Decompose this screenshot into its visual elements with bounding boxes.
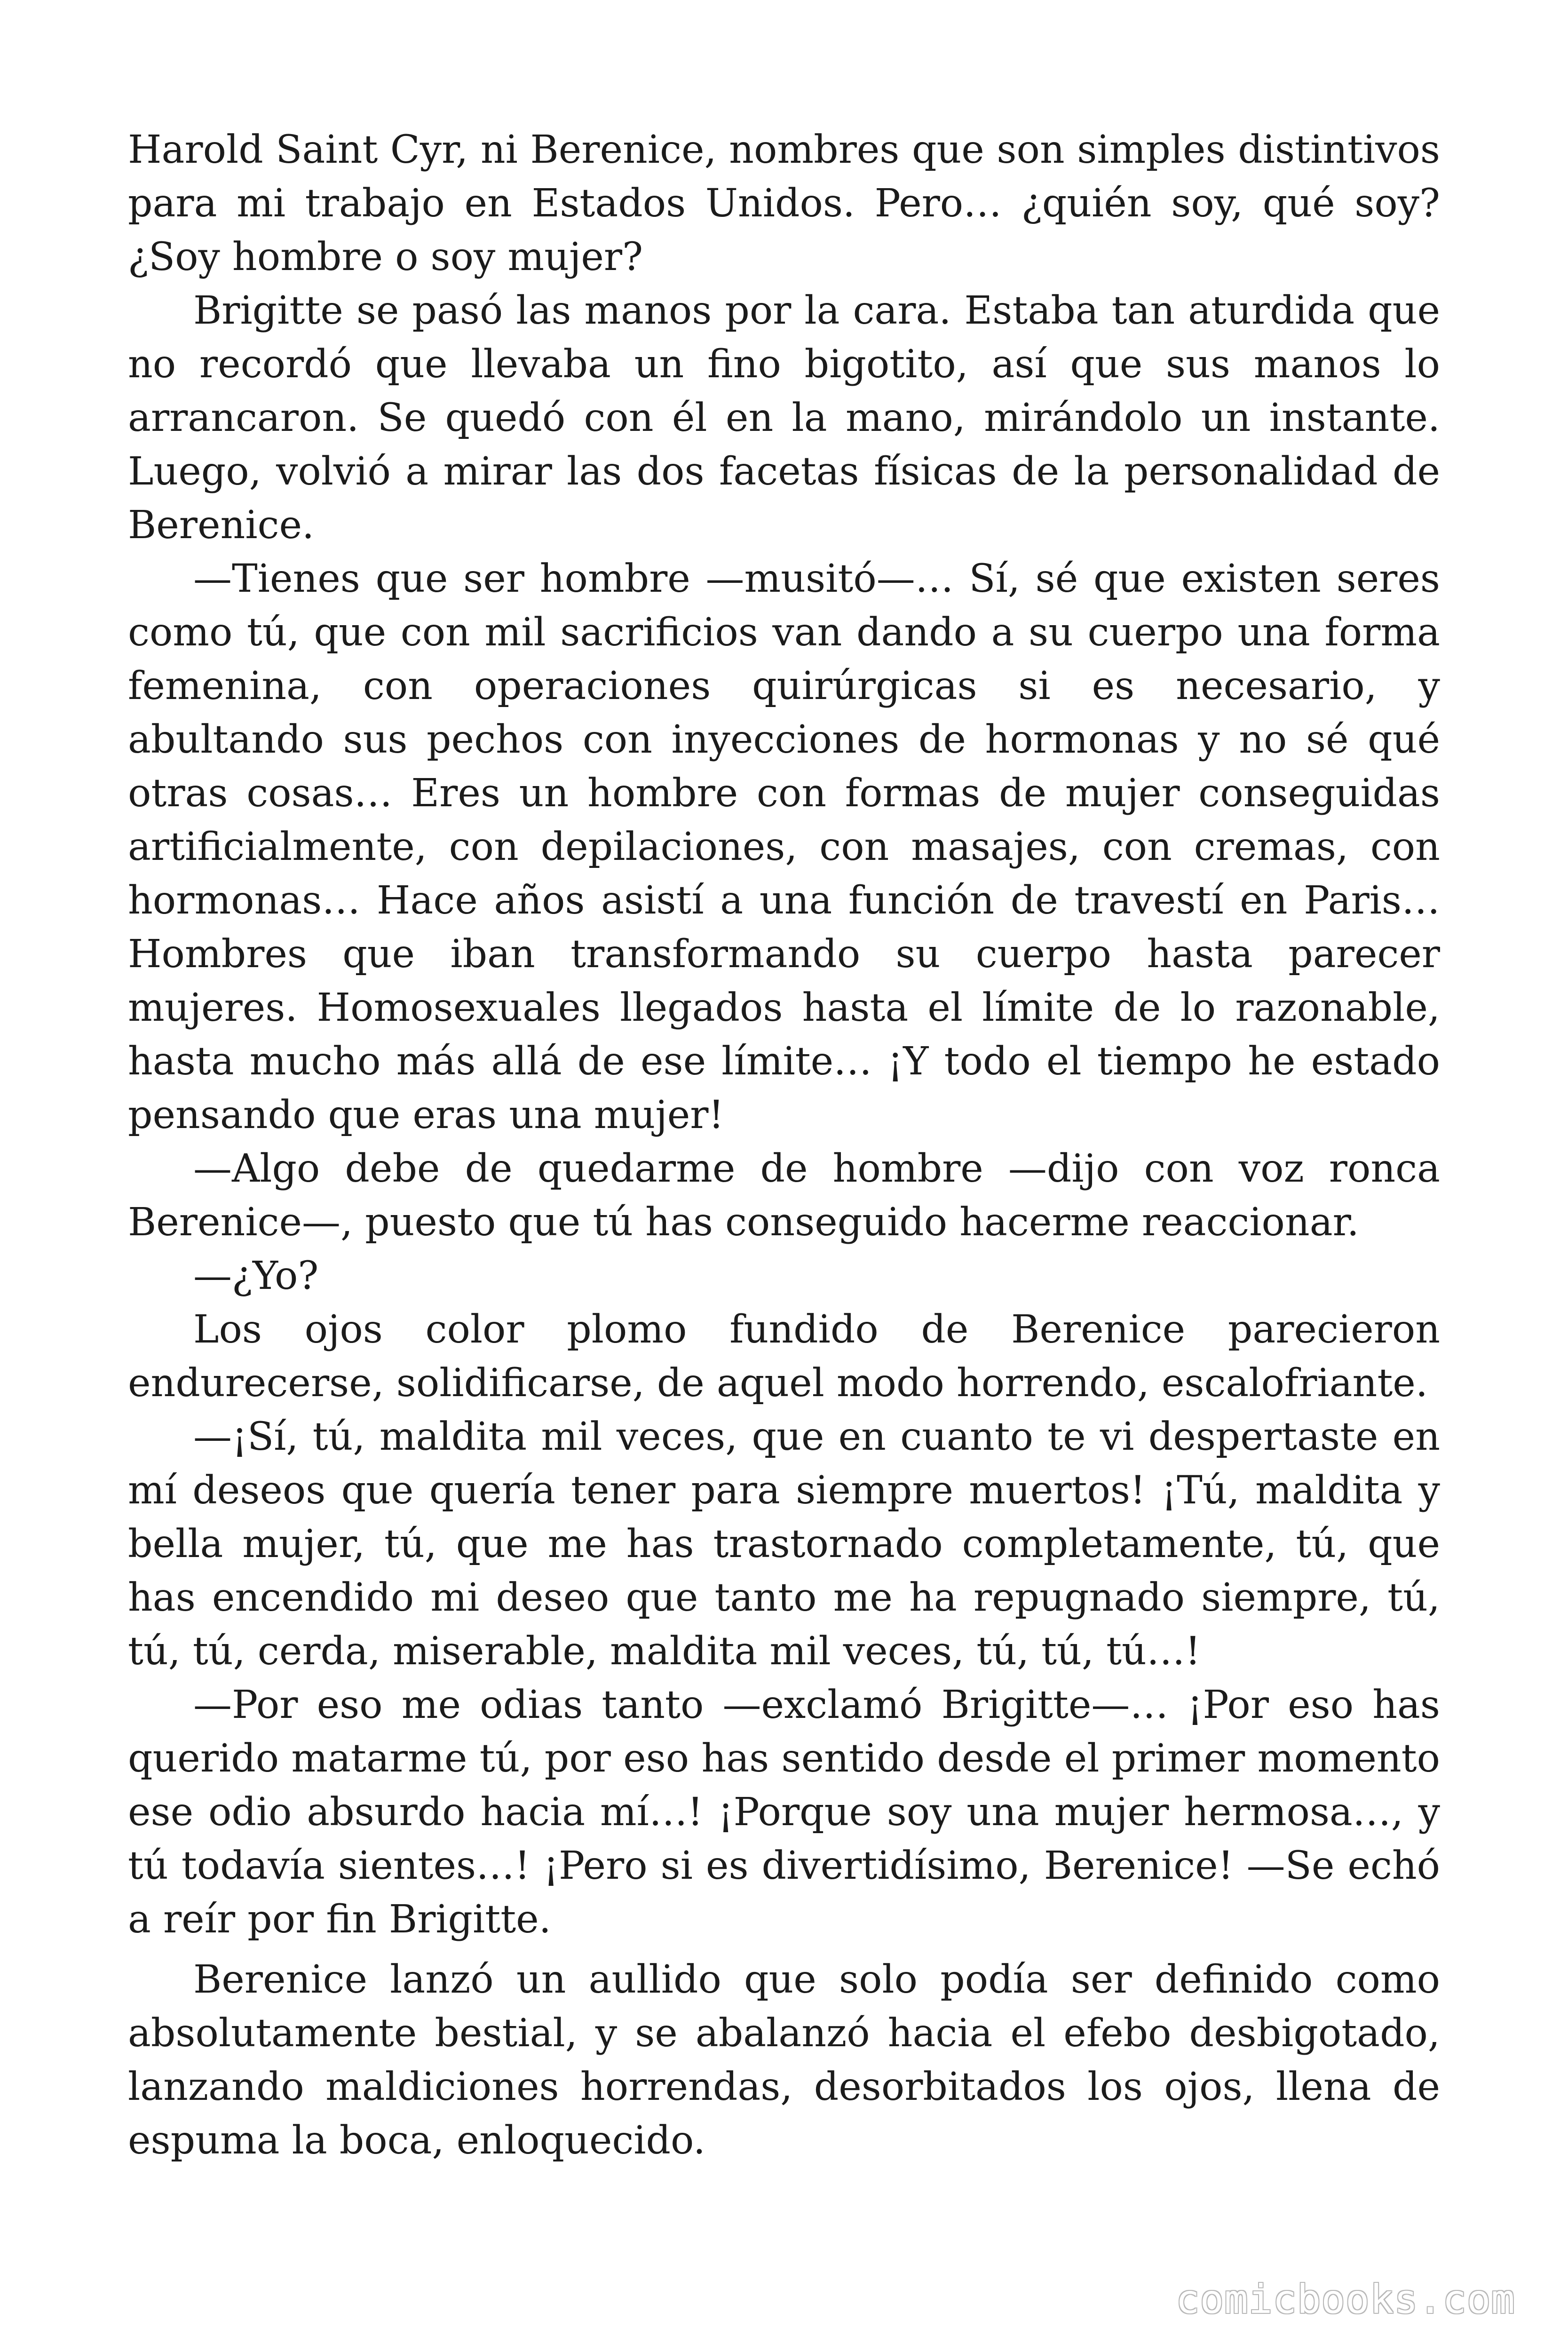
paragraph-6: Los ojos color plomo fundido de Berenice parecieron endurecerse, solidificarse, de aquel modo horrendo, escalofriante. (128, 1307, 1440, 1406)
paragraph-2: Brigitte se pasó las manos por la cara. Estaba tan aturdida que no recordó que llevaba un fino bigotito, así que sus manos lo arrancaron. Se quedó con él en la mano, mirándolo un instante. Luego, volvió a mirar las dos facetas físicas de la personalidad de Berenice. (128, 288, 1440, 548)
paragraph-4: —Algo debe de quedarme de hombre —dijo con voz ronca Berenice—, puesto que tú has conseguido hacerme reaccionar. (128, 1146, 1440, 1245)
paragraph-3: —Tienes que ser hombre —musitó—… Sí, sé que existen seres como tú, que con mil sacrificios van dando a su cuerpo una forma femenina, con operaciones quirúrgicas si es necesario, y abultando sus pechos con inyecciones de hormonas y no sé qué otras cosas… Eres un hombre con formas de mujer conseguidas artificialmente, con depilaciones, con masajes, con cremas, con hormonas… Hace años asistí a una función de travestí en Paris… Hombres que iban transformando su cuerpo hasta parecer mujeres. Homosexuales llegados hasta el límite de lo razonable, hasta mucho más allá de ese límite… ¡Y todo el tiempo he estado pensando que eras una mujer! (128, 556, 1440, 1137)
paragraph-9: Berenice lanzó un aullido que solo podía ser definido como absolutamente bestial, y se abalanzó hacia el efebo desbigotado, lanzando maldiciones horrendas, desorbitados los ojos, llena de espuma la boca, enloquecido. (128, 1957, 1440, 2163)
page-body (128, 123, 1440, 2231)
paragraph-8: —Por eso me odias tanto —exclamó Brigitte—… ¡Por eso has querido matarme tú, por eso has sentido desde el primer momento ese odio absurdo hacia mí…! ¡Porque soy una mujer hermosa…, y tú todavía sientes…! ¡Pero si es divertidísimo, Berenice! —Se echó a reír por fin Brigitte. (128, 1683, 1440, 1942)
paragraph-5: —¿Yo? (193, 1254, 319, 1298)
watermark: comicbooks.com (1175, 2276, 1515, 2322)
paragraph-7: —¡Sí, tú, maldita mil veces, que en cuanto te vi despertaste en mí deseos que quería tener para siempre muertos! ¡Tú, maldita y bella mujer, tú, que me has trastornado completamente, tú, que has encendido mi deseo que tanto me ha repugnado siempre, tú, tú, tú, cerda, miserable, maldita mil veces, tú, tú, tú…! (128, 1414, 1440, 1674)
paragraph-1: Harold Saint Cyr, ni Berenice, nombres que son simples distintivos para mi trabajo en Estados Unidos. Pero… ¿quién soy, qué soy? ¿Soy hombre o soy mujer? (128, 127, 1440, 279)
